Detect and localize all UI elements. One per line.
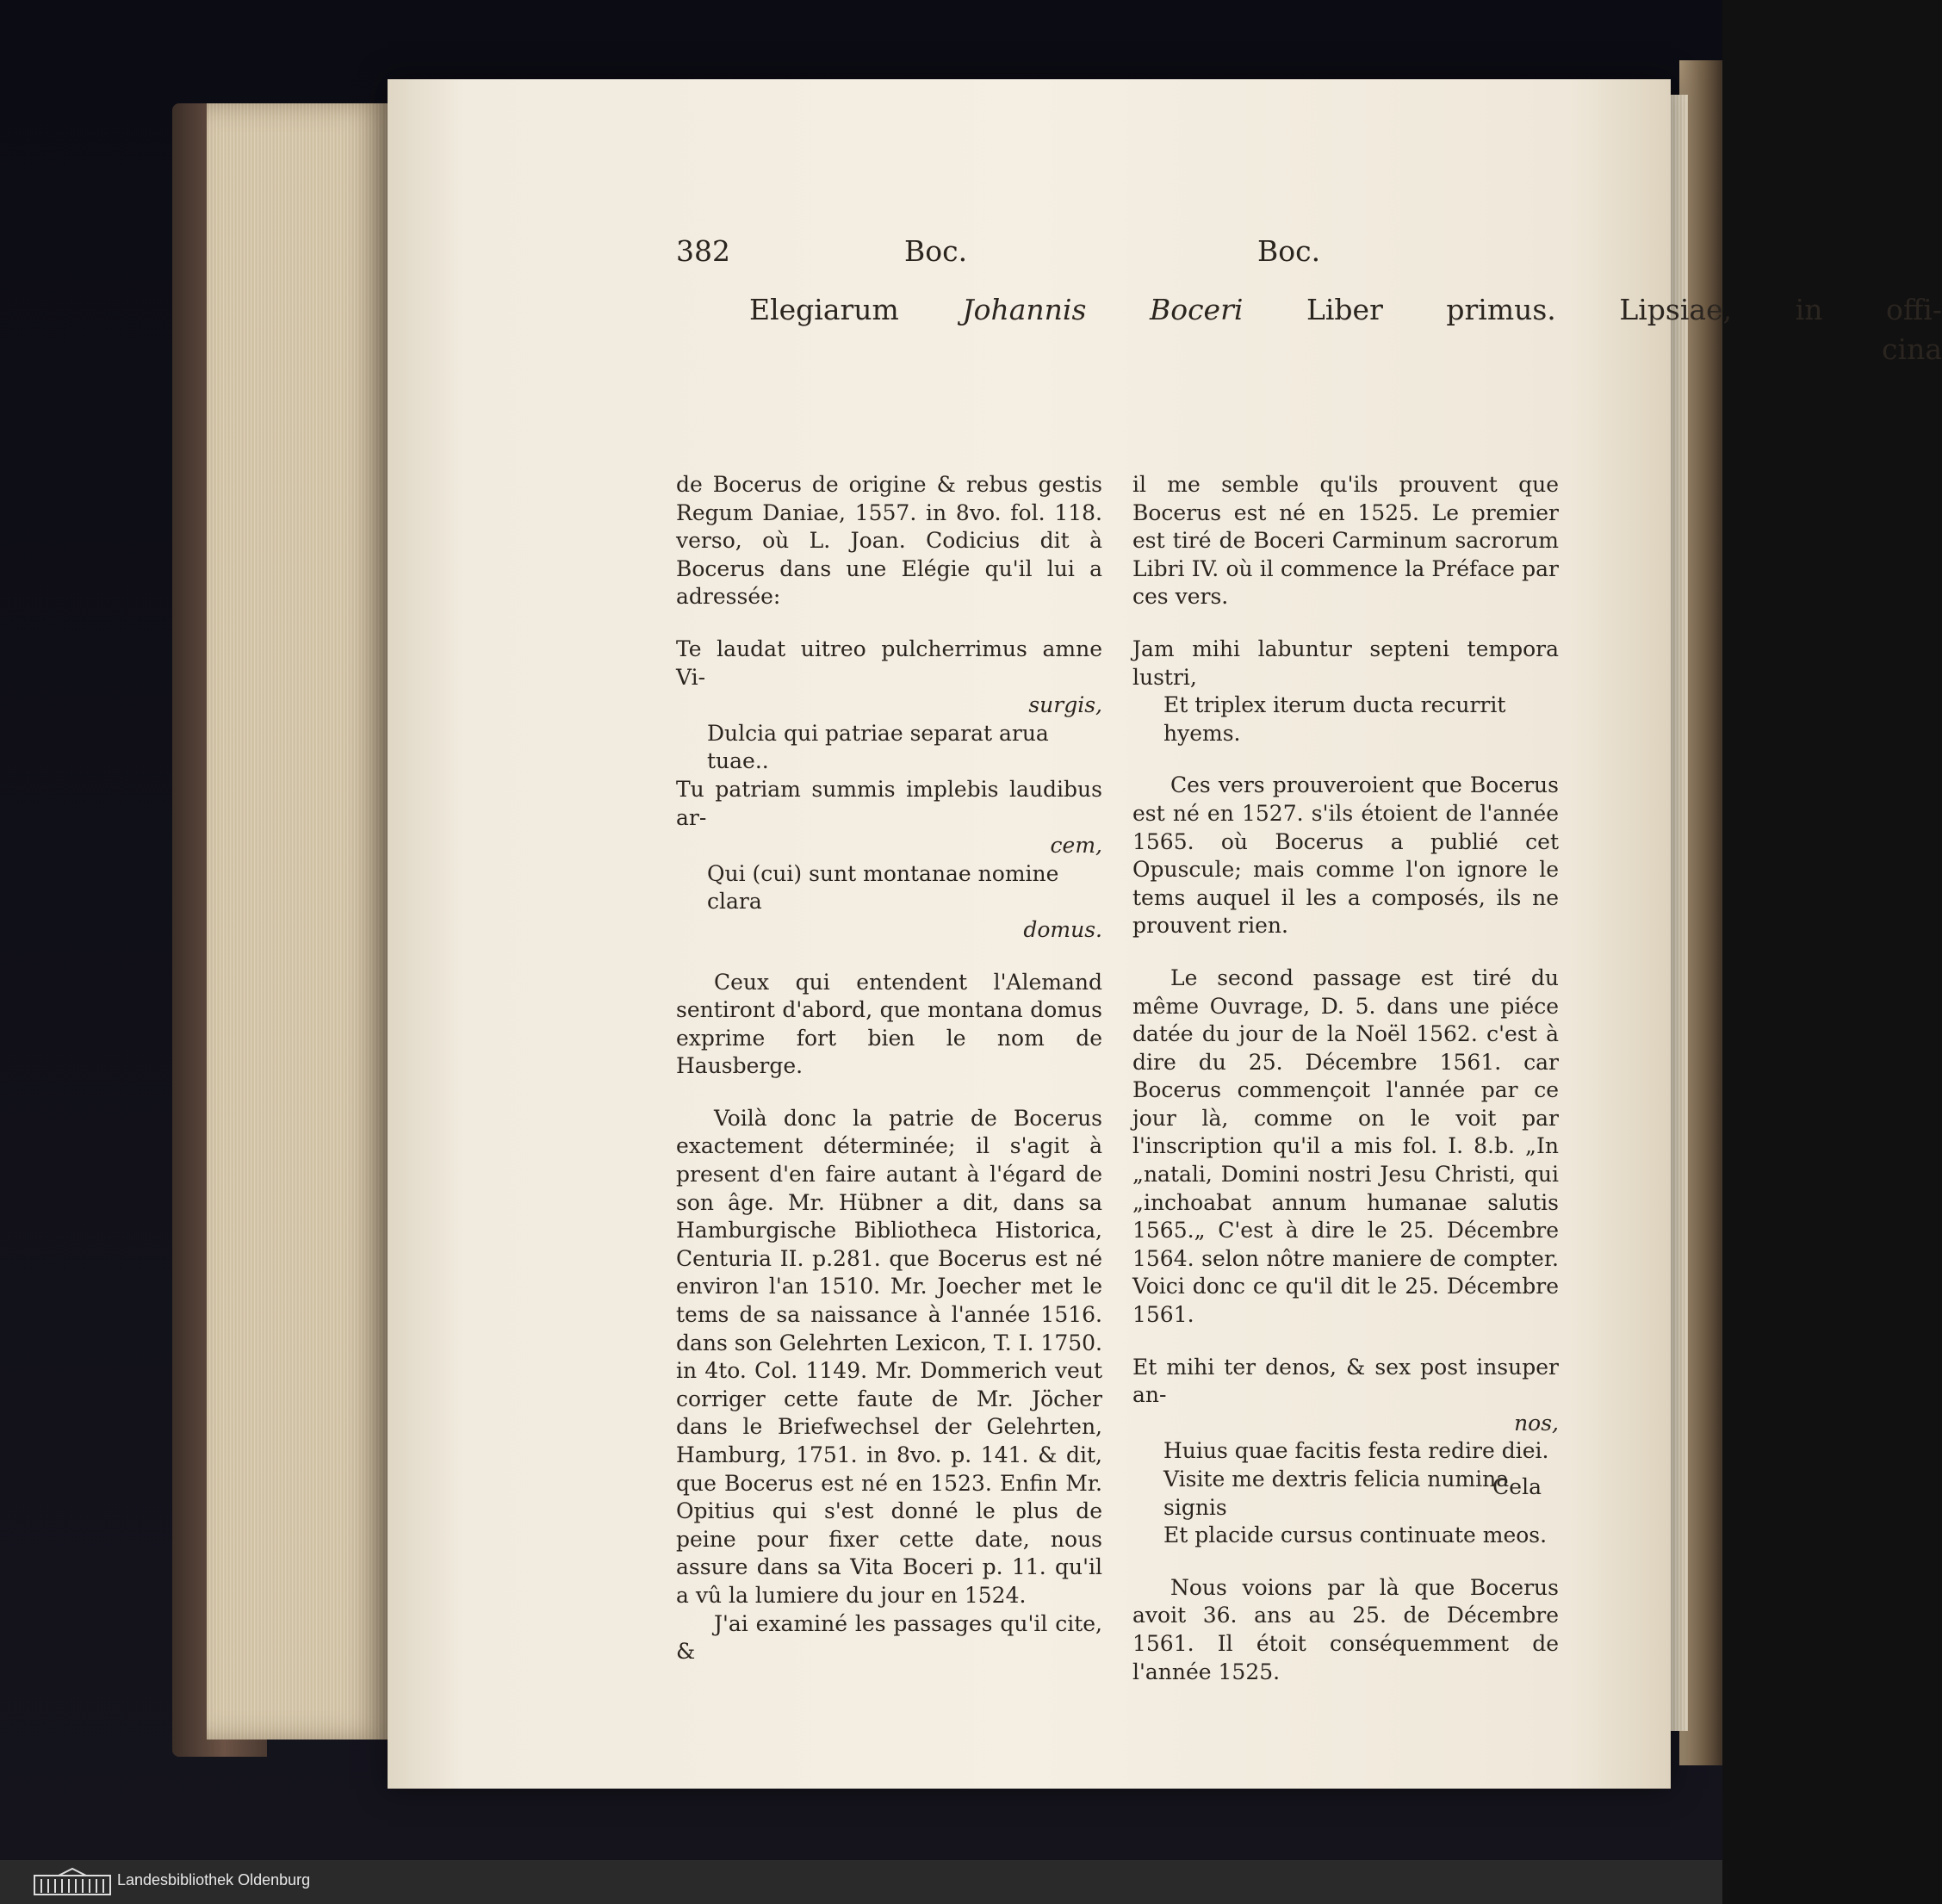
verse-line: Et placide cursus continuate meos.: [1163, 1523, 1548, 1548]
left-paragraph-2: Ceux qui entendent l'Alemand sentiront d'abord, que montana domus exprime fort bien le nom de Hausberge.: [676, 969, 1102, 1079]
verse-line: nos,: [1514, 1410, 1559, 1436]
catchword: Cela: [1492, 1474, 1542, 1499]
running-head-right: Boc.: [1257, 234, 1321, 268]
verse-line: Visite me dextris felicia numina signis: [1163, 1467, 1510, 1520]
verse-line: Et mihi ter denos, & sex post insuper an-: [1132, 1354, 1559, 1408]
left-paragraph-1: de Bocerus de origine & rebus gestis Regum Daniae, 1557. in 8vo. fol. 118. verso, où L. Joan. Codicius dit à Bocerus dans une Elégie qu'il lui a adressée:: [676, 472, 1102, 610]
page-number: 382: [676, 234, 730, 268]
library-name: Landesbibliothek Oldenburg: [117, 1871, 311, 1888]
verse-line: surgis,: [1028, 692, 1102, 718]
right-verse-2: [1132, 1354, 1559, 1550]
right-verse-1: [1132, 636, 1559, 747]
right-paragraph-1: il me semble qu'ils prouvent que Bocerus est né en 1525. Le premier est tiré de Boceri Carminum sacrorum Libri IV. où il commence la Préface par ces vers.: [1132, 472, 1559, 610]
right-column: [1132, 471, 1559, 1686]
title-line: [749, 290, 1942, 369]
title-post: Liber primus. Lipsiae, in offi-: [1243, 293, 1942, 326]
left-paragraph-3: Voilà donc la patrie de Bocerus exactement déterminée; il s'agit à present d'en faire autant à l'égard de son âge. Mr. Hübner a dit, dans sa Hamburgische Bibliotheca Historica, Centuria II. p.281. que Bocerus est né environ l'an 1510. Mr. Joecher met le tems de sa naissance à l'année 1516. dans son Gelehrten Lexicon, T. I. 1750. in 4to. Col. 1149. Mr. Dommerich veut corriger cette faute de Mr. Jöcher dans le Briefwechsel der Gelehrten, Hamburg, 1751. in 8vo. p. 141. & dit, que Bocerus est né en 1523. Enfin Mr. Opitius qui s'est donné le plus de peine pour fixer cette date, nous assure dans sa Vita Boceri p. 11. qu'il a vû la lumiere du jour en 1524.: [676, 1105, 1102, 1608]
book-page: [388, 79, 1942, 1789]
verse-line: Te laudat uitreo pulcherrimus amne Vi-: [676, 636, 1102, 690]
verse-line: domus.: [1023, 916, 1102, 942]
library-building-icon: [33, 1867, 112, 1896]
verse-line: Dulcia qui patriae separat arua tuae..: [707, 720, 1049, 774]
title-author: Johannis Boceri: [962, 293, 1244, 326]
left-paragraph-4: J'ai examiné les passages qu'il cite, &: [676, 1610, 1102, 1665]
title-pre: Elegiarum: [749, 293, 963, 326]
page-edges: [207, 103, 388, 1740]
right-paragraph-2: Ces vers prouveroient que Bocerus est né en 1527. s'ils étoient de l'année 1565. où Bocerus a publié cet Opuscule; mais comme l'on ignore le tems auquel il les a composés, ils ne prouvent rien.: [1132, 772, 1559, 939]
left-column: [676, 471, 1102, 1666]
right-paragraph-4: Nous voions par là que Bocerus avoit 36. ans au 25. de Décembre 1561. Il étoit conséquemment de l'année 1525.: [1132, 1574, 1559, 1684]
right-paragraph-3: Le second passage est tiré du même Ouvrage, D. 5. dans une piéce datée du jour de la Noël 1562. c'est à dire du 25. Décembre 1561. car Bocerus commençoit l'année par ce jour là, comme on le voit par l'inscription qu'il a mis fol. I. 8.b. „In „natali, Domini nostri Jesu Christi, qui „inchoabat annum humanae salutis 1565.„ C'est à dire le 25. Décembre 1564. selon nôtre maniere de compter. Voici donc ce qu'il dit le 25. Décembre 1561.: [1132, 964, 1559, 1328]
verse-line: Jam mihi labuntur septeni tempora lustri,: [1132, 636, 1559, 690]
running-head-left: Boc.: [904, 234, 968, 268]
verse-line: Tu patriam summis implebis laudibus ar-: [676, 776, 1102, 830]
footer-bar: [0, 1860, 1722, 1904]
title-line2: cina: [1882, 332, 1942, 366]
left-verse: [676, 636, 1102, 945]
verse-line: Et triplex iterum ducta recurrit hyems.: [1163, 692, 1506, 746]
verse-line: cem,: [1050, 833, 1102, 859]
verse-line: Huius quae facitis festa redire diei.: [1163, 1438, 1549, 1464]
verse-line: Qui (cui) sunt montanae nomine clara: [707, 860, 1059, 915]
